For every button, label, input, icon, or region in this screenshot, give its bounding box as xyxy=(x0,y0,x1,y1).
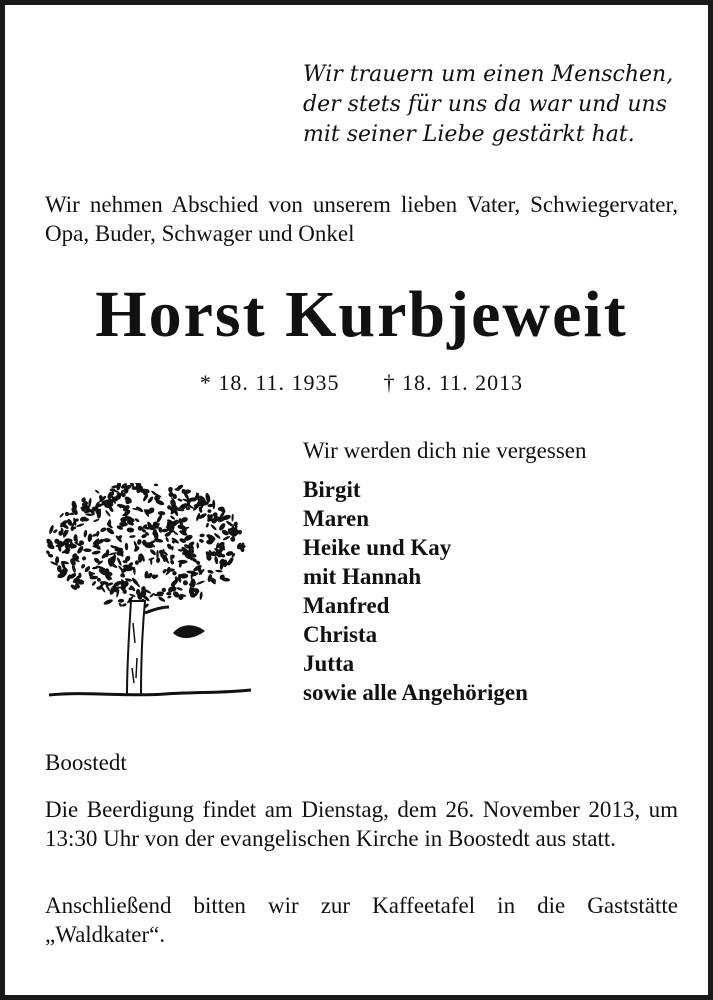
canopy-leaf xyxy=(207,569,214,574)
canopy-leaf xyxy=(165,537,170,543)
canopy-leaf xyxy=(212,499,215,509)
place-text: Boostedt xyxy=(45,750,127,775)
canopy-leaf xyxy=(121,603,127,607)
canopy-leaf xyxy=(87,533,93,542)
family-name: mit Hannah xyxy=(303,564,422,589)
canopy-leaf xyxy=(103,538,111,542)
canopy-leaf xyxy=(91,550,100,555)
canopy-leaf xyxy=(83,548,92,552)
canopy-leaf xyxy=(177,498,183,502)
death-date: † 18. 11. 2013 xyxy=(383,370,524,395)
canopy-leaf xyxy=(198,538,204,543)
canopy-leaf xyxy=(48,525,54,535)
canopy-leaf xyxy=(134,518,140,523)
canopy-leaf xyxy=(76,523,85,528)
canopy-leaf xyxy=(118,602,122,607)
tree-canopy xyxy=(45,483,246,611)
ground-line xyxy=(49,690,251,695)
canopy-leaf xyxy=(105,510,112,518)
canopy-leaf xyxy=(167,595,172,599)
canopy-leaf xyxy=(97,578,101,582)
canopy-leaf xyxy=(95,489,100,494)
canopy-leaf xyxy=(103,598,114,606)
canopy-leaf xyxy=(93,518,100,522)
canopy-leaf xyxy=(80,563,86,569)
canopy-leaf xyxy=(173,530,179,535)
reception-info: Anschließend bitten wir zur Kaffeetafel in die Gaststätte „Waldkater“. xyxy=(45,893,678,947)
canopy-leaf xyxy=(119,572,125,578)
canopy-leaf xyxy=(125,543,129,551)
canopy-leaf xyxy=(116,557,122,566)
canopy-leaf xyxy=(196,580,206,585)
canopy-leaf xyxy=(149,548,157,556)
family-name: Manfred xyxy=(303,593,390,618)
family-lead: Wir werden dich nie vergessen xyxy=(303,438,587,463)
family-name: sowie alle Angehörigen xyxy=(303,680,528,705)
canopy-leaf xyxy=(207,509,212,513)
family-name: Heike und Kay xyxy=(303,535,452,560)
canopy-leaf xyxy=(129,535,136,538)
canopy-leaf xyxy=(215,569,223,572)
family-name: Birgit xyxy=(303,477,361,502)
canopy-leaf xyxy=(231,514,234,522)
canopy-leaf xyxy=(199,533,205,537)
family-name: Jutta xyxy=(303,651,355,676)
canopy-leaf xyxy=(137,539,142,546)
canopy-leaf xyxy=(120,581,124,586)
canopy-leaf xyxy=(210,524,217,531)
canopy-leaf xyxy=(134,580,141,588)
canopy-leaf xyxy=(53,529,59,534)
family-section xyxy=(303,435,693,707)
canopy-leaf xyxy=(105,526,115,535)
canopy-leaf xyxy=(182,579,189,586)
canopy-leaf xyxy=(170,515,176,520)
motto-text: Wir trauern um einen Menschen, der stets für uns da war und uns mit seiner Liebe gestärkt hat. xyxy=(303,62,674,147)
canopy-leaf xyxy=(230,536,236,542)
canopy-leaf xyxy=(196,542,199,549)
birth-date: * 18. 11. 1935 xyxy=(199,370,340,395)
canopy-leaf xyxy=(81,556,87,562)
canopy-leaf xyxy=(154,483,159,486)
canopy-leaf xyxy=(55,556,59,564)
canopy-leaf xyxy=(205,522,209,527)
canopy-leaf xyxy=(222,535,230,541)
deceased-name: Horst Kurbjeweit xyxy=(95,278,628,351)
canopy-leaf xyxy=(156,514,163,524)
canopy-leaf xyxy=(100,526,108,533)
life-dates xyxy=(5,370,713,396)
canopy-leaf xyxy=(127,527,135,533)
tree-trunk xyxy=(127,601,145,695)
canopy-leaf xyxy=(199,591,203,600)
canopy-leaf xyxy=(180,573,188,579)
canopy-leaf xyxy=(91,580,97,586)
intro-text: Wir nehmen Abschied von unserem lieben Vater, Schwiegervater, Opa, Buder, Schwager und Onkel xyxy=(45,192,678,246)
canopy-leaf xyxy=(176,587,183,592)
family-name: Maren xyxy=(303,506,370,531)
canopy-leaf xyxy=(151,490,158,496)
funeral-info: Die Beerdigung findet am Dienstag, dem 26. November 2013, um 13:30 Uhr von der evangelischen Kirche in Boostedt aus statt. xyxy=(45,797,678,851)
canopy-leaf xyxy=(118,599,124,603)
family-names xyxy=(303,475,693,707)
tree-leaf xyxy=(173,625,205,638)
canopy-leaf xyxy=(57,565,61,572)
canopy-leaf xyxy=(166,592,171,595)
canopy-leaf xyxy=(83,530,88,538)
canopy-leaf xyxy=(59,512,64,518)
canopy-leaf xyxy=(158,596,166,603)
canopy-leaf xyxy=(178,560,188,563)
family-name: Christa xyxy=(303,622,378,647)
canopy-leaf xyxy=(138,554,142,563)
tree-icon xyxy=(45,483,257,703)
